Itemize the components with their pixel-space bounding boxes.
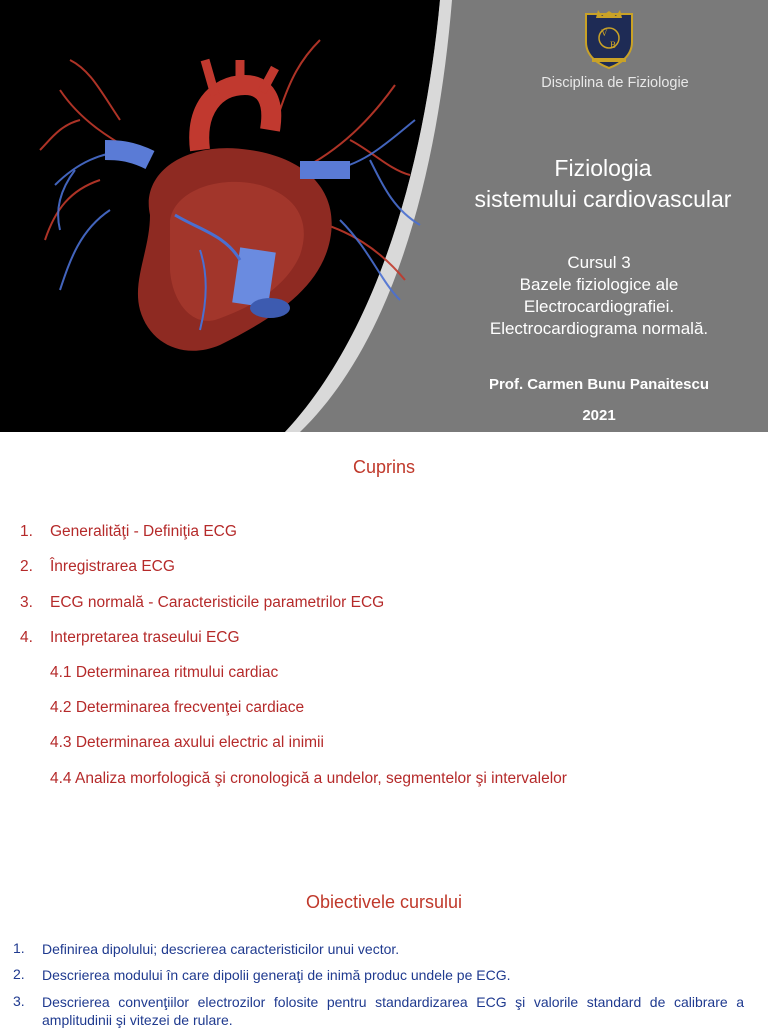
toc-item-text: ECG normală - Caracteristicile parametrilor ECG: [50, 594, 385, 611]
toc-subitem: 4.3 Determinarea axului electric al inimii: [50, 734, 324, 751]
heart-illustration: [0, 0, 768, 432]
contents-slide: [0, 432, 768, 1028]
objective-number: 1.: [13, 940, 25, 956]
university-logo: [578, 8, 640, 70]
logo-letter-v: V: [601, 28, 608, 38]
year: 2021: [582, 407, 616, 424]
toc-subitem: 4.2 Determinarea frecvenţei cardiace: [50, 699, 305, 716]
toc-item-text: Înregistrarea ECG: [50, 558, 175, 575]
objective-text: Definirea dipolului; descrierea caracteristicilor unui vector.: [42, 941, 400, 957]
toc-subitem: 4.1 Determinarea ritmului cardiac: [50, 664, 279, 681]
author-name: Prof. Carmen Bunu Panaitescu: [488, 376, 710, 393]
contents-title: Cuprins: [352, 457, 416, 477]
toc-item-number: 4.: [20, 629, 33, 646]
toc-item-number: 3.: [20, 594, 33, 611]
objectives-title: Obiectivele cursului: [305, 892, 463, 912]
subtitle-line-1: Bazele fiziologice ale: [519, 275, 679, 294]
objective-text: Descrierea convenţiilor electrozilor folosite pentru standardizarea ECG şi valorile standard de calibrare a amplitudinii şi vitezei de rulare.: [42, 994, 744, 1028]
discipline-name: Disciplina de Fiziologie: [541, 75, 689, 91]
objective-number: 3.: [13, 993, 25, 1009]
slide-title: [446, 153, 760, 215]
toc-item-number: 1.: [20, 523, 33, 540]
title-slide: [0, 0, 768, 432]
toc-item-text: Interpretarea traseului ECG: [50, 629, 240, 646]
subtitle-line-2: Electrocardiografiei.: [523, 297, 675, 316]
toc-subitem: 4.4 Analiza morfologică şi cronologică a undelor, segmentelor şi intervalelor: [50, 770, 567, 787]
title-line-1: Fiziologia: [554, 155, 652, 181]
course-subtitle: [452, 252, 746, 340]
toc-item-number: 2.: [20, 558, 33, 575]
title-line-2: sistemului cardiovascular: [474, 186, 732, 212]
logo-letter-b: B: [610, 40, 617, 50]
objective-number: 2.: [13, 966, 25, 982]
objective-text: Descrierea modului în care dipolii generaţi de inimă produc undele pe ECG.: [42, 967, 511, 983]
course-number: Cursul 3: [567, 253, 631, 272]
subtitle-line-3: Electrocardiograma normală.: [489, 319, 709, 338]
toc-item-text: Generalităţi - Definiţia ECG: [50, 523, 237, 540]
